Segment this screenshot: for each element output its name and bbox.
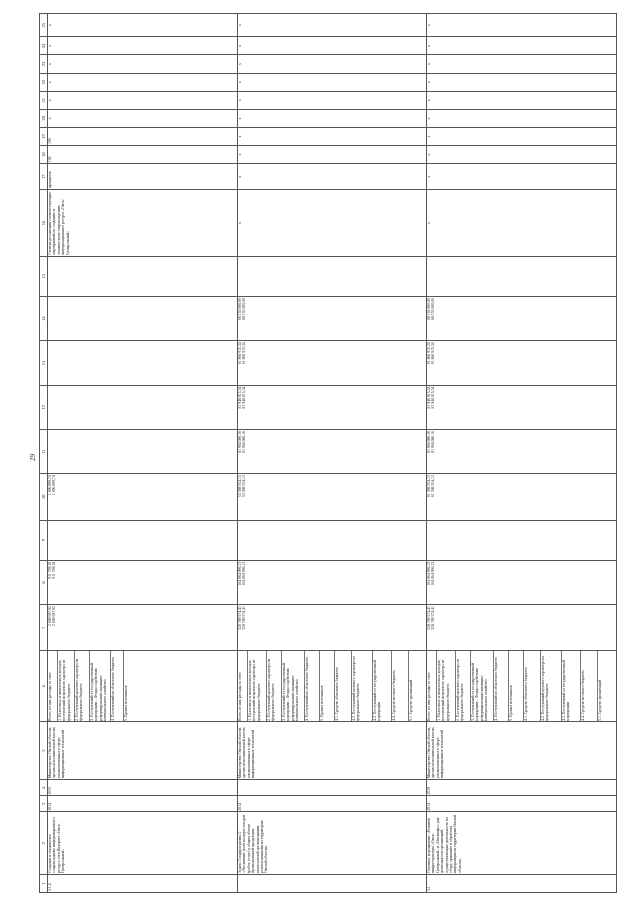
x-mark: х	[427, 146, 617, 164]
rotated-sheet	[25, 13, 615, 893]
x-mark: х	[238, 146, 427, 164]
x-mark: х	[238, 73, 427, 91]
column-number: 17	[40, 164, 48, 190]
start-year: 2014	[238, 796, 427, 812]
amount-2016: 81 904 086,16 81 904 086,16	[238, 429, 427, 473]
empty-cell	[48, 520, 238, 560]
column-number: 18	[40, 146, 48, 164]
x-mark: х	[427, 164, 617, 190]
x-mark: х	[427, 109, 617, 127]
column-number: 2	[40, 812, 48, 874]
amount-2014: 911 798,18 911 798,18	[48, 560, 238, 604]
empty-cell	[48, 341, 238, 385]
column-number: 7	[40, 605, 48, 651]
x-mark: х	[427, 127, 617, 145]
amount-2016: 81 904 086,16 81 904 086,16	[427, 429, 617, 473]
measure-name: Основное мероприятие «Развитие инфраструктуры «Омск-Центральный» и «Омскинфо» для деятельности организаций, осуществляющих деятельность по сбору, хранению и обработке информации на территории Омской области»	[427, 812, 617, 874]
measure-name: Создание и техническое сопровождение информационного ресурса сети Интернет «Омск-Центральный»	[48, 812, 238, 874]
x-mark: х	[427, 37, 617, 55]
amount-2018: 61 860 915,34 61 860 915,34	[238, 341, 427, 385]
executor: Министерство Омской области, органы исполнительной власти, уполномоченные в сфере информационных технологий	[427, 721, 617, 779]
total-amount: 328 789 574,41 328 789 574,41	[238, 605, 427, 651]
empty-cell	[48, 385, 238, 429]
table-row	[238, 14, 427, 893]
x-mark: х	[238, 127, 427, 145]
column-number: 10	[40, 474, 48, 520]
indicator-value: 100	[48, 127, 238, 145]
empty-cell	[238, 256, 427, 296]
x-mark: х	[48, 14, 238, 37]
indicator-name: Степень реализации соответствующих мероприятий по созданию и техническому сопровождению информационного ресурса «Омск-Центральный»	[48, 190, 238, 256]
column-number: 11	[40, 429, 48, 473]
column-number: 6	[40, 651, 48, 721]
funding-sources: Всего, из них расходы за счет: 1. Налоговых и неналоговых доходов, поступлений нецелевого характера из федерального бюджета 2. Поступлений целевого характера из федерального бюджета 3. Поступлений от государственной корпорации – Фонда содействия реформированию жилищно-коммунального хозяйства 4. Поступлений из областного бюджета 5. Прочих источников	[48, 651, 238, 721]
funding-sources: Всего, из них расходы за счет: 1. Налоговых и неналоговых доходов, поступлений нецелевого характера из федерального бюджета 2. Поступлений целевого характера из федерального бюджета 3. Поступлений от государственной корпорации – Фонда содействия реформированию жилищно-коммунального хозяйства 4. Поступлений из областного бюджета 5. Прочих источников 4.1. Средств областного бюджета 4.2. Поступлений целевого характера из федерального бюджета 4.3. Поступлений от государственной корпорации 4.4. Средств местного бюджета 5.1. Средств организаций	[427, 651, 617, 721]
empty-cell	[48, 256, 238, 296]
column-number: 5	[40, 721, 48, 779]
column-number: 14	[40, 297, 48, 341]
column-number: 9	[40, 520, 48, 560]
program-table	[39, 13, 617, 893]
x-mark: х	[48, 91, 238, 109]
column-number: 13	[40, 341, 48, 385]
amount-2014: 104 064 996,13 104 064 996,13	[427, 560, 617, 604]
funding-sources: Всего, из них расходы за счет: 1. Налоговых и неналоговых доходов, поступлений нецелевого характера из федерального бюджета 2. Поступлений целевого характера из федерального бюджета 3. Поступлений от государственной корпорации – Фонда содействия реформированию жилищно-коммунального хозяйства 4. Поступлений из областного бюджета 5. Прочих источников 4.1. Средств областного бюджета 4.2. Поступлений целевого характера из федерального бюджета 4.3. Поступлений от государственной корпорации 4.4. Средств местного бюджета 5.1. Средств организаций	[238, 651, 427, 721]
empty-cell	[427, 256, 617, 296]
amount-2015: 53 398 554,13 53 398 554,13	[238, 474, 427, 520]
x-mark: х	[238, 37, 427, 55]
x-mark: х	[427, 14, 617, 37]
column-number: 3	[40, 796, 48, 812]
x-mark: х	[427, 190, 617, 256]
column-number: 4	[40, 780, 48, 796]
column-number: 25	[40, 14, 48, 37]
row-number: 3.1	[427, 874, 617, 892]
empty-cell	[48, 429, 238, 473]
amount-2019: 68 155 000,00 68 155 000,00	[238, 297, 427, 341]
x-mark: х	[238, 55, 427, 73]
total-amount: 2 608 697,92 2 608 697,92	[48, 605, 238, 651]
x-mark: х	[48, 109, 238, 127]
page-number: 29	[29, 454, 37, 461]
empty-cell	[238, 520, 427, 560]
column-number: 8	[40, 560, 48, 604]
executor: Министерство Омской области, органы исполнительной власти, уполномоченные в сфере информационных технологий	[238, 721, 427, 779]
executor: Министерство Омской области, органы исполнительной власти, уполномоченные в сфере информационных технологий	[48, 721, 238, 779]
measure-name: Задача 3 подпрограммы 2 «Увеличение доли экспорта товаров (работ, услуг) в общем объеме промышленной продукции, выпускаемой организациями, расположенными на территории Омской области»	[238, 812, 427, 874]
column-number: 19	[40, 127, 48, 145]
x-mark: х	[238, 14, 427, 37]
x-mark: х	[48, 37, 238, 55]
x-mark: х	[238, 109, 427, 127]
amount-2015: 1 696 899,74 1 696 899,74	[48, 474, 238, 520]
amount-2015: 61 398 554,13 61 398 554,13	[427, 474, 617, 520]
column-number: 16	[40, 190, 48, 256]
start-year: 2014	[48, 796, 238, 812]
table-row	[48, 14, 238, 893]
column-number: 24	[40, 37, 48, 55]
x-mark: х	[238, 190, 427, 256]
column-number: 23	[40, 55, 48, 73]
x-mark: х	[238, 164, 427, 190]
column-number: 15	[40, 256, 48, 296]
amount-2017: 81 948 815,34 81 948 815,34	[238, 385, 427, 429]
row-number	[238, 874, 427, 892]
x-mark: х	[427, 55, 617, 73]
column-number: 12	[40, 385, 48, 429]
empty-cell	[427, 520, 617, 560]
amount-2018: 61 860 915,34 61 860 915,34	[427, 341, 617, 385]
end-year: 2019	[427, 780, 617, 796]
x-mark: х	[427, 91, 617, 109]
indicator-value: 100	[48, 146, 238, 164]
column-number: 21	[40, 91, 48, 109]
end-year: 2015	[48, 780, 238, 796]
row-number: 2.1.4	[48, 874, 238, 892]
table-row	[427, 14, 617, 893]
amount-2019: 68 155 000,00 68 155 000,00	[427, 297, 617, 341]
column-number: 22	[40, 73, 48, 91]
column-number: 1	[40, 874, 48, 892]
x-mark: х	[48, 73, 238, 91]
empty-cell	[48, 297, 238, 341]
amount-2014: 104 064 996,13 104 064 996,13	[238, 560, 427, 604]
column-number: 20	[40, 109, 48, 127]
x-mark: х	[48, 55, 238, 73]
start-year: 2014	[427, 796, 617, 812]
end-year	[238, 780, 427, 796]
x-mark: х	[238, 91, 427, 109]
total-amount: 328 789 574,41 328 789 574,41	[427, 605, 617, 651]
column-number-row	[40, 14, 48, 893]
amount-2017: 81 948 815,34 81 948 815,34	[427, 385, 617, 429]
indicator-unit: процентов	[48, 164, 238, 190]
x-mark: х	[427, 73, 617, 91]
